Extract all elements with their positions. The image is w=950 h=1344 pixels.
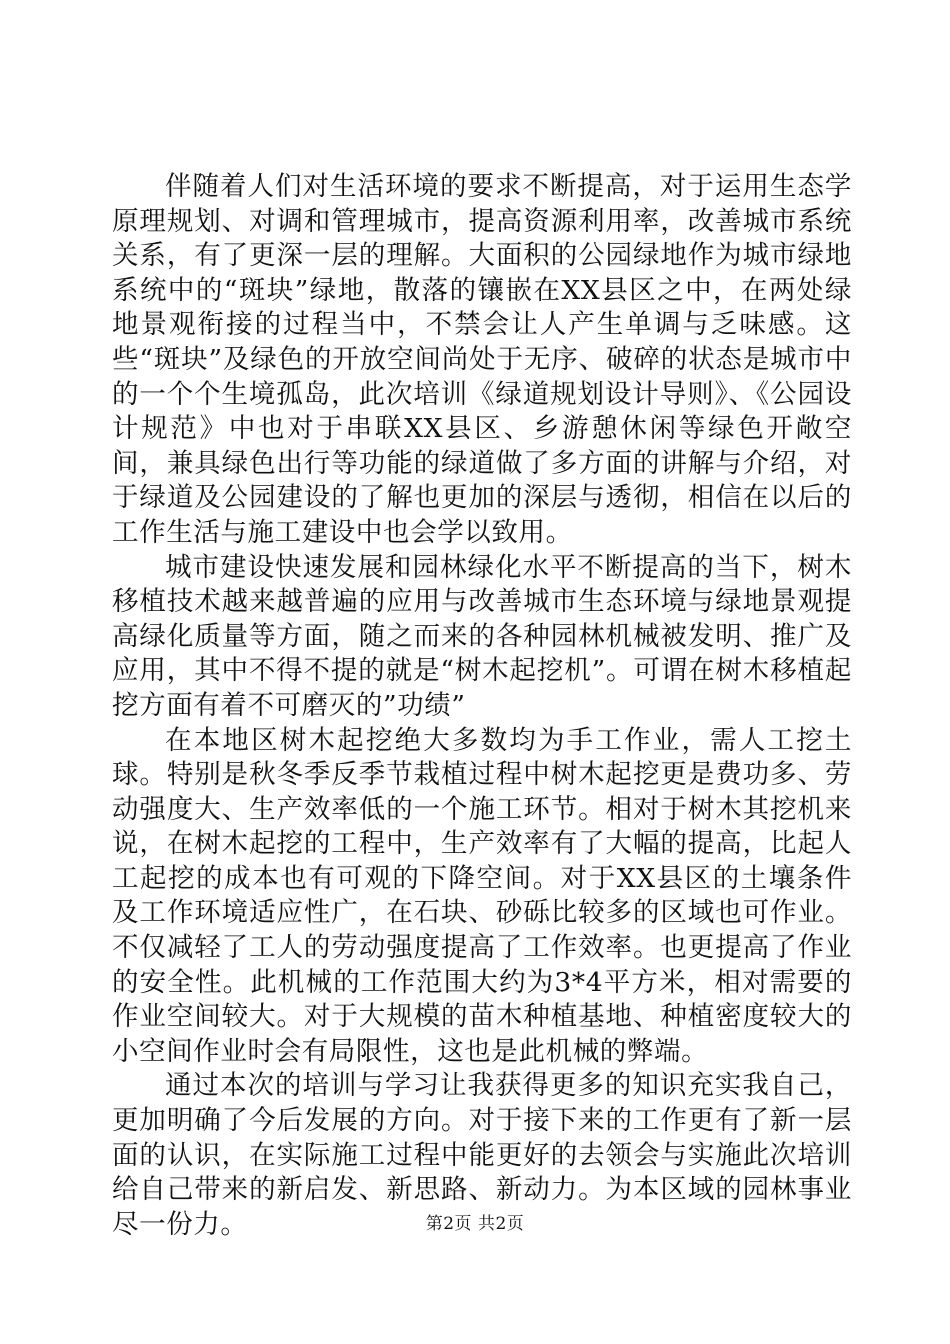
paragraph-1: 伴随着人们对生活环境的要求不断提高，对于运用生态学原理规划、对调和管理城市，提高资源利用率，改善城市系统关系，有了更深一层的理解。大面积的公园绿地作为城市绿地系统中的“斑块”绿地，散落的镶嵌在XX县区之中，在两处绿地景观衔接的过程当中，不禁会让人产生单调与乏味感。这些“斑块”及绿色的开放空间尚处于无序、破碎的状态是城市中的一个个生境孤岛，此次培训《绿道规划设计导则》、《公园设计规范》中也对于串联XX县区、乡游憩休闲等绿色开敞空间，兼具绿色出行等功能的绿道做了多方面的讲解与介绍，对于绿道及公园建设的了解也更加的深层与透彻，相信在以后的工作生活与施工建设中也会学以致用。 bbox=[112, 171, 852, 548]
page-number-footer: 第2页 共2页 bbox=[425, 1214, 525, 1234]
document-body bbox=[112, 170, 852, 1242]
paragraph-4: 通过本次的培训与学习让我获得更多的知识充实我自己，更加明确了今后发展的方向。对于接下来的工作更有了新一层面的认识，在实际施工过程中能更好的去领会与实施此次培训给自己带来的新启发、新思路、新动力。为本区域的园林事业尽一份力。 bbox=[112, 1070, 852, 1240]
paragraph-3: 在本地区树木起挖绝大多数均为手工作业，需人工挖土球。特别是秋冬季反季节栽植过程中树木起挖更是费功多、劳动强度大、生产效率低的一个施工环节。相对于树木其挖机来说，在树木起挖的工程中，生产效率有了大幅的提高，比起人工起挖的成本也有可观的下降空间。对于XX县区的土壤条件及工作环境适应性广，在石块、砂砾比较多的区域也可作业。不仅减轻了工人的劳动强度提高了工作效率。也更提高了作业的安全性。此机械的工作范围大约为3*4平方米，相对需要的作业空间较大。对于大规模的苗木种植基地、种植密度较大的小空间作业时会有局限性，这也是此机械的弊端。 bbox=[112, 724, 852, 1067]
paragraph-2: 城市建设快速发展和园林绿化水平不断提高的当下，树木移植技术越来越普遍的应用与改善城市生态环境与绿地景观提高绿化质量等方面，随之而来的各种园林机械被发明、推广及应用，其中不得不提的就是“树木起挖机”。可谓在树木移植起挖方面有着不可磨灭的”功绩” bbox=[112, 551, 852, 721]
